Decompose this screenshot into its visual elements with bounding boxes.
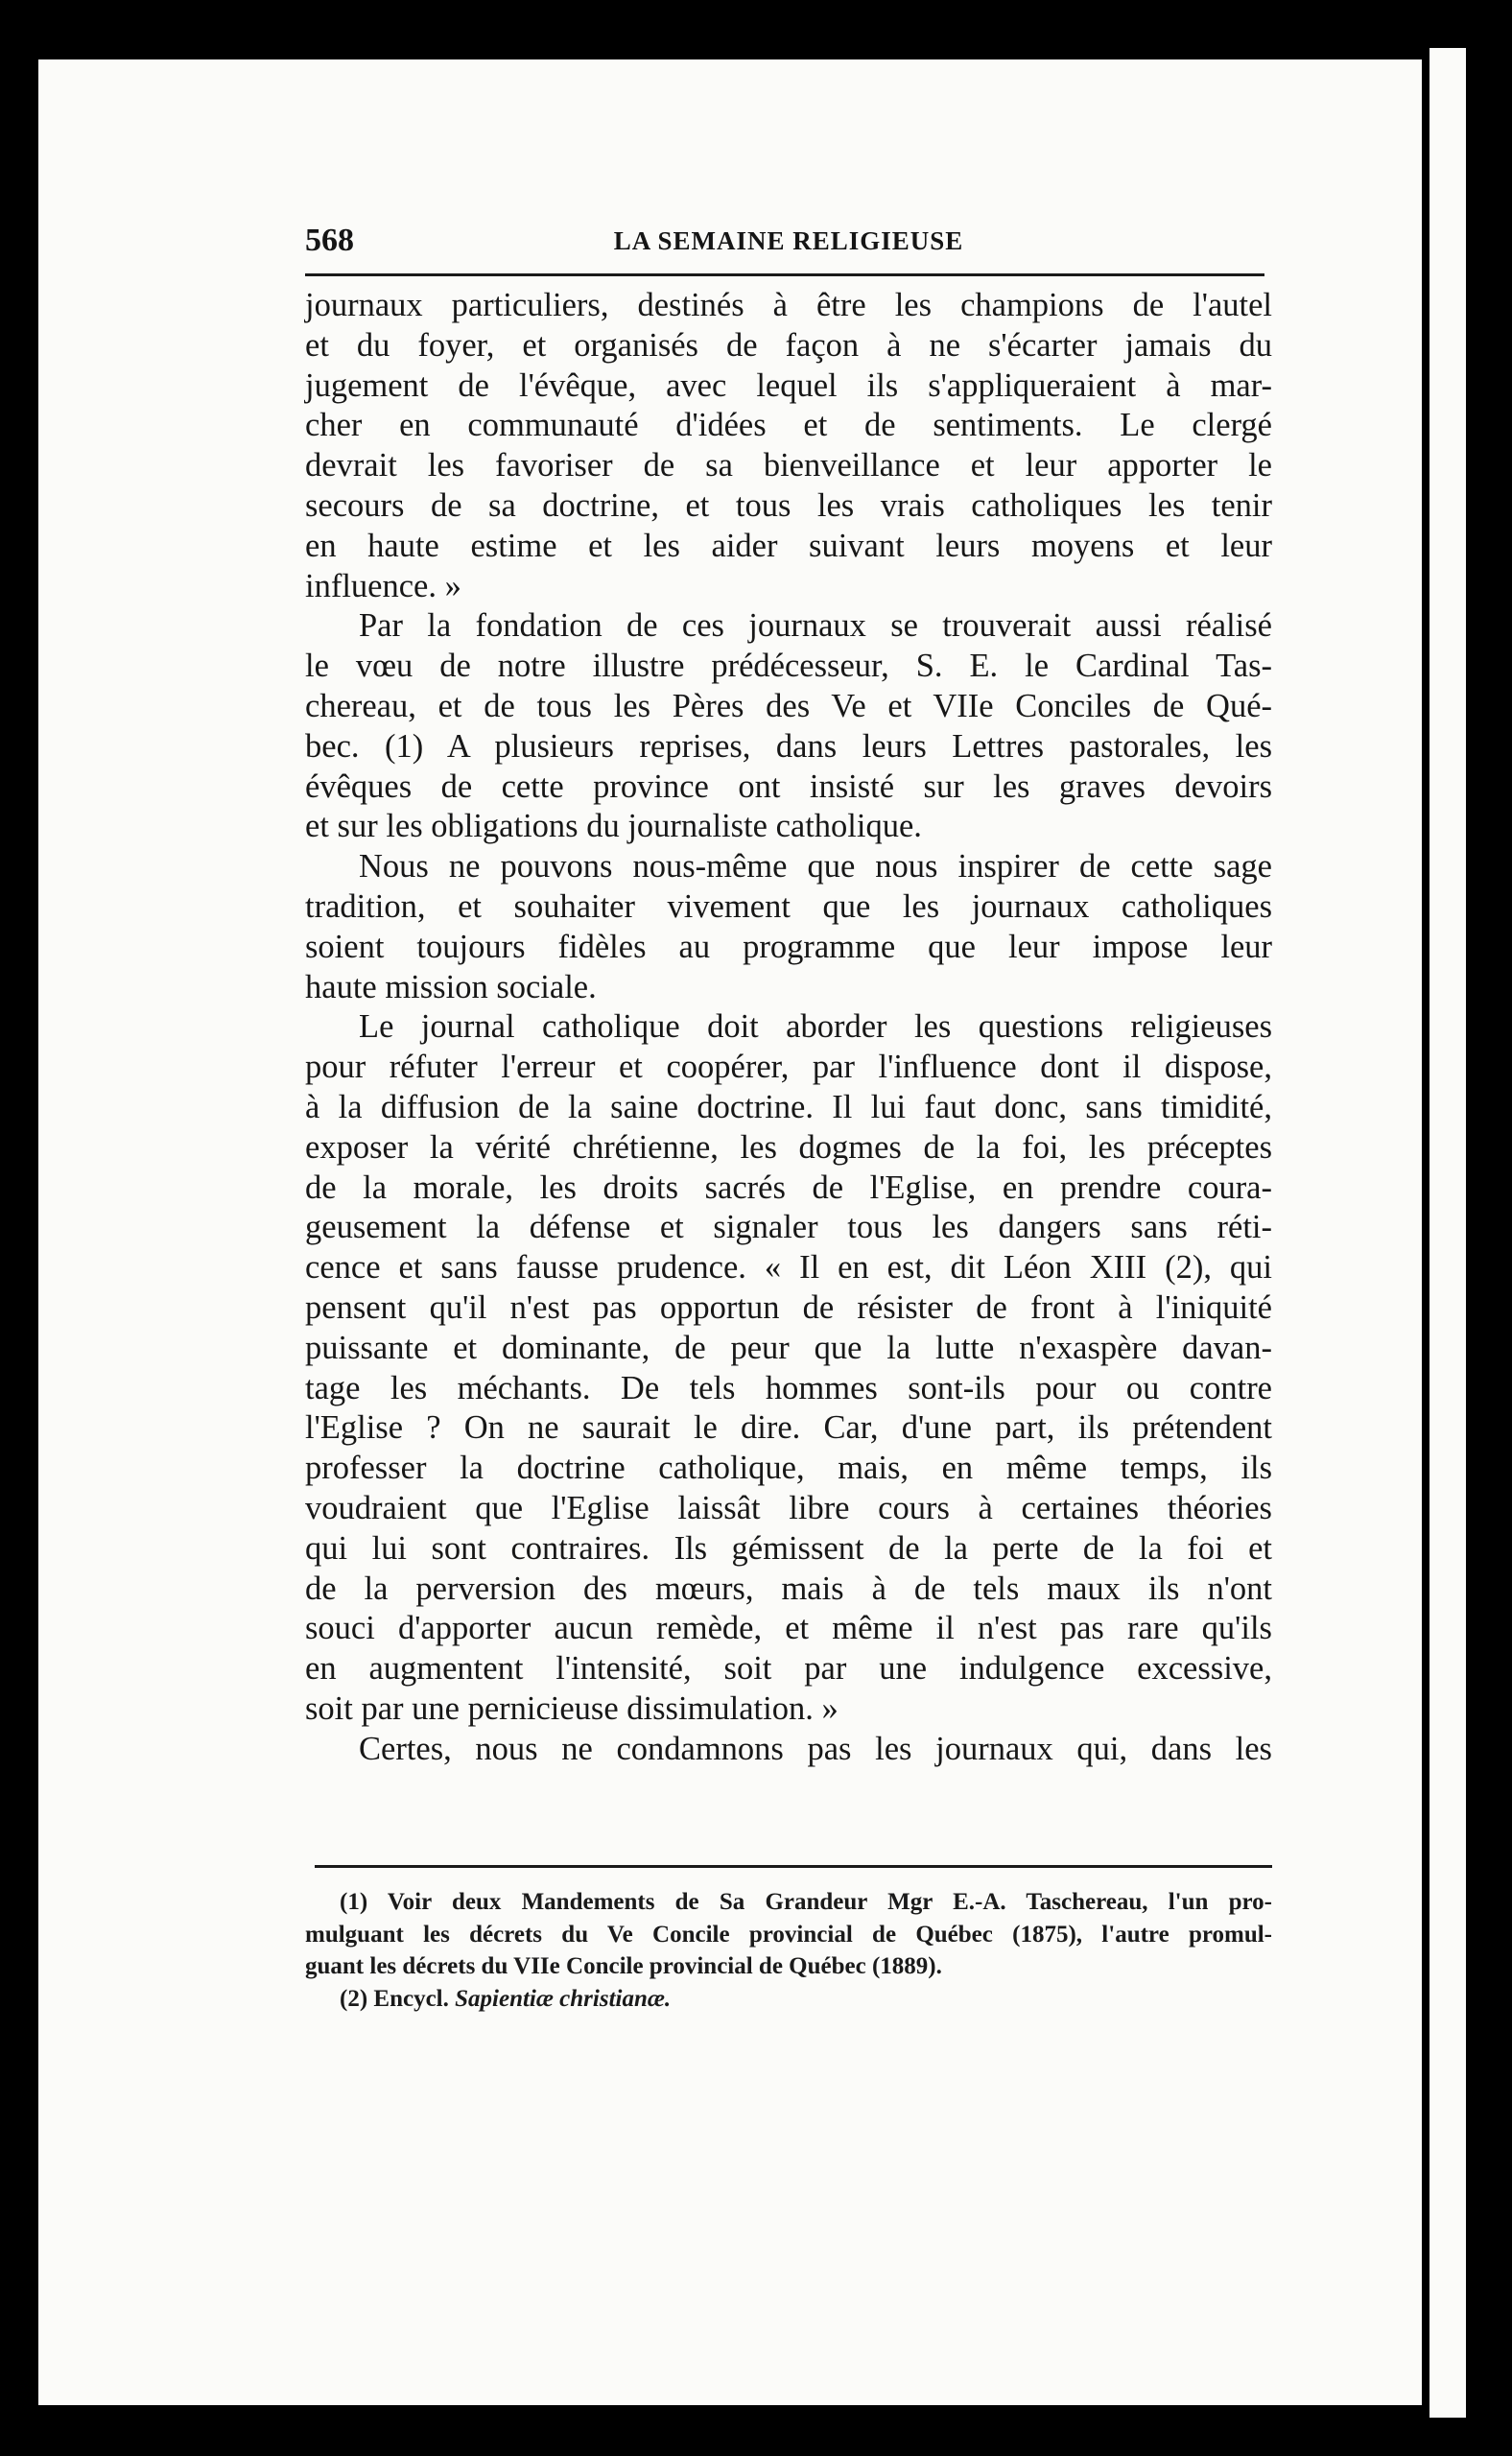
text-line: puissante et dominante, de peur que la lutte n'exaspère davan- (305, 1329, 1272, 1366)
text-line: tradition, et souhaiter vivement que les journaux catholiques (305, 887, 1272, 925)
text-line: de la morale, les droits sacrés de l'Eglise, en prendre coura- (305, 1169, 1272, 1206)
footnote-line: mulguant les décrets du Ve Concile provincial de Québec (1875), l'autre promul- (305, 1921, 1272, 1948)
footnote-line: (1) Voir deux Mandements de Sa Grandeur Mgr E.-A. Taschereau, l'un pro- (340, 1889, 1272, 1915)
text-line: devrait les favoriser de sa bienveillance et leur apporter le (305, 447, 1272, 484)
footnote-line (305, 1983, 1272, 2016)
text-line: souci d'apporter aucun remède, et même il n'est pas rare qu'ils (305, 1610, 1272, 1647)
text-line: soient toujours fidèles au programme que leur impose leur (305, 928, 1272, 965)
text-line: bec. (1) A plusieurs reprises, dans leurs Lettres pastorales, les (305, 727, 1272, 765)
footnote-line: guant les décrets du VIIe Concile provincial de Québec (1889). (305, 1953, 942, 1979)
footnote-rule (315, 1865, 1272, 1868)
text-line: journaux particuliers, destinés à être les champions de l'autel (305, 287, 1272, 323)
text-line: cher en communauté d'idées et de sentiments. Le clergé (305, 407, 1272, 444)
text-line: secours de sa doctrine, et tous les vrais catholiques les tenir (305, 486, 1272, 524)
text-line: et sur les obligations du journaliste catholique. (305, 808, 922, 845)
text-line: Certes, nous ne condamnons pas les journaux qui, dans les (359, 1730, 1272, 1767)
text-line: cence et sans fausse prudence. « Il en est, dit Léon XIII (2), qui (305, 1249, 1272, 1287)
text-line: pour réfuter l'erreur et coopérer, par l'influence dont il dispose, (305, 1049, 1272, 1086)
text-line: jugement de l'évêque, avec lequel ils s'appliqueraient à mar- (305, 366, 1272, 404)
text-line: à la diffusion de la saine doctrine. Il lui faut donc, sans timidité, (305, 1088, 1272, 1125)
text-line: tage les méchants. De tels hommes sont-ils pour ou contre (305, 1369, 1272, 1406)
footnote-title: Sapientiæ christianæ. (455, 1985, 672, 2012)
text-line: haute mission sociale. (305, 968, 597, 1005)
header-rule (305, 273, 1264, 276)
text-line: Par la fondation de ces journaux se trouverait aussi réalisé (359, 607, 1272, 645)
adjacent-page-edge (1429, 48, 1466, 2418)
text-line: le vœu de notre illustre prédécesseur, S. E. le Cardinal Tas- (305, 648, 1272, 685)
text-line: qui lui sont contraires. Ils gémissent de la perte de la foi et (305, 1529, 1272, 1567)
text-line: en haute estime et les aider suivant leurs moyens et leur (305, 527, 1272, 564)
text-line: Le journal catholique doit aborder les questions religieuses (359, 1008, 1272, 1046)
text-line: professer la doctrine catholique, mais, en même temps, ils (305, 1450, 1272, 1487)
text-line: Nous ne pouvons nous-même que nous inspirer de cette sage (359, 848, 1272, 886)
footnotes (305, 1886, 1272, 2015)
text-line: l'Eglise ? On ne saurait le dire. Car, d'une part, ils prétendent (305, 1409, 1272, 1447)
text-line: geusement la défense et signaler tous les dangers sans réti- (305, 1209, 1272, 1246)
text-line: en augmentent l'intensité, soit par une indulgence excessive, (305, 1650, 1272, 1688)
text-line: voudraient que l'Eglise laissât libre cours à certaines théories (305, 1489, 1272, 1526)
text-line: soit par une pernicieuse dissimulation. » (305, 1689, 839, 1727)
text-line: pensent qu'il n'est pas opportun de résister de front à l'iniquité (305, 1288, 1272, 1326)
page-header (305, 223, 1272, 271)
text-line: et du foyer, et organisés de façon à ne s'écarter jamais du (305, 326, 1272, 364)
body-text (305, 286, 1272, 1769)
text-line: de la perversion des mœurs, mais à de tels maux ils n'ont (305, 1570, 1272, 1607)
text-line: chereau, et de tous les Pères des Ve et VIIe Conciles de Qué- (305, 687, 1272, 724)
text-line: influence. » (305, 567, 461, 604)
text-line: évêques de cette province ont insisté sur les graves devoirs (305, 768, 1272, 805)
page-number: 568 (305, 223, 354, 258)
text-line: exposer la vérité chrétienne, les dogmes de la foi, les préceptes (305, 1128, 1272, 1166)
running-title: LA SEMAINE RELIGIEUSE (613, 226, 964, 255)
footnote-label: (2) Encycl. (340, 1985, 449, 2012)
